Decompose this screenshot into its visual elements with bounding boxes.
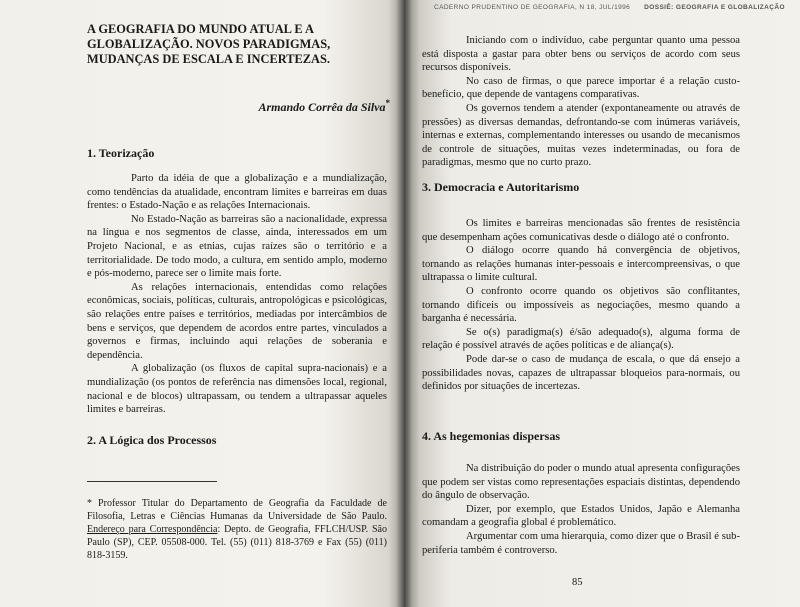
right-page xyxy=(404,0,800,607)
paragraph: Na distribuição do poder o mundo atual apresenta configurações que podem ser vistas como representações espaciais distintas, dependendo do ângulo de observação. xyxy=(422,463,740,502)
paragraph: Os limites e barreiras mencionadas são frentes de resistência que desempenham ações comunicativas desde o diálogo até o confronto. xyxy=(422,218,740,243)
paragraph: Pode dar-se o caso de mudança de escala, o que dá ensejo a possibilidades novas, capazes de ultrapassar bloqueios para-normais, ou definidos por situações de incertezas. xyxy=(422,353,740,393)
section-1-body xyxy=(87,172,387,417)
paragraph: Dizer, por exemplo, que Estados Unidos, Japão e Alemanha comandam a geografia global é problemático. xyxy=(422,503,740,529)
section-heading-1: 1. Teorização xyxy=(87,146,155,160)
paragraph: No Estado-Nação as barreiras são a nacionalidade, expressa na língua e nos segmentos de classe, ainda, interessados em um Projeto Nacional, e as etnias, cujas raízes são o território e a territorialidade. De todo modo, a cultura, em sentido amplo, moderno e pós-moderno, parece ser o limite mais forte. xyxy=(87,213,387,280)
paragraph: Argumentar com uma hierarquia, como dizer que o Brasil é sub-periferia também é controverso. xyxy=(422,530,740,556)
section-4-body xyxy=(422,462,740,557)
paragraph: Iniciando com o indivíduo, cabe perguntar quanto uma pessoa está disposta a gastar para obter bens ou serviços de acordo com seus recursos disponíveis. xyxy=(422,35,740,74)
running-header-section: DOSSIÊ: GEOGRAFIA E GLOBALIZAÇÃO xyxy=(644,4,785,11)
page-number: 85 xyxy=(572,577,583,588)
section-heading-2: 2. A Lógica dos Processos xyxy=(87,433,217,447)
paragraph: Se o(s) paradigma(s) é/são adequado(s), alguma forma de relação é possível através de ações políticas e de aliança(s). xyxy=(422,326,740,352)
author-footnote-mark: * xyxy=(385,98,390,108)
article-title xyxy=(87,22,389,67)
intro-body xyxy=(422,34,740,170)
paragraph: A globalização (os fluxos de capital supra-nacionais) e a mundialização (os pontos de referência nas dimensões local, regional, nacional e de blocos) ultrapassam, ou tendem a ultrapassar aqueles limites e barreiras. xyxy=(87,363,387,416)
paragraph: Parto da idéia de que a globalização e a mundialização, como tendências da atualidade, encontram limites e barreiras em duas frentes: o Estado-Nação e as relações Internacionais. xyxy=(87,173,387,212)
title-line-3: MUDANÇAS DE ESCALA E INCERTEZAS. xyxy=(87,52,330,66)
paragraph: O diálogo ocorre quando há convergência de objetivos, tornando as relações humanas inter-pessoais e intercompreensivas, o que ultrapassa o limite cultural. xyxy=(422,245,740,284)
title-line-1: A GEOGRAFIA DO MUNDO ATUAL E A xyxy=(87,22,314,36)
section-3-body xyxy=(422,217,740,394)
paragraph: O confronto ocorre quando os objetivos são conflitantes, tornando difíceis ou impossíveis as negociações, mesmo quando a barganha é necessária. xyxy=(422,285,740,325)
section-heading-3: 3. Democracia e Autoritarismo xyxy=(422,180,580,194)
footnote-address-label: Endereço para Correspondência xyxy=(87,524,218,535)
paragraph: Os governos tendem a atender (expontaneamente ou através de pressões) as diversas demandas, defrontando-se com inúmeras variáveis, internas e externas, complementando interesses ou usando de mecanismos de controle de situações, muitas vezes indeterminadas, ou fora de paradigmas, mesmo que no curto prazo. xyxy=(422,102,740,169)
running-header: CADERNO PRUDENTINO DE GEOGRAFIA, N 18, JUL/1996 DOSSIÊ: GEOGRAFIA E GLOBALIZAÇÃO xyxy=(434,4,785,11)
title-line-2: GLOBALIZAÇÃO. NOVOS PARADIGMAS, xyxy=(87,37,331,51)
author-name: Armando Corrêa da Silva* xyxy=(258,98,390,114)
paragraph: As relações internacionais, entendidas como relações econômicas, sociais, políticas, culturais, antropológicas e psicológicas, são relações entre países e territórios, mediadas por intercâmbios de bens e serviços, que dependem de acordos entre partes, vinculados a governos e firmas, incluindo aqui relações de soberania e dependência. xyxy=(87,281,387,361)
footnote-divider xyxy=(87,481,217,482)
section-heading-4: 4. As hegemonias dispersas xyxy=(422,429,561,443)
book-gutter-shadow xyxy=(396,0,412,607)
footnote: * Professor Titular do Departamento de Geografia da Faculdade de Filosofia, Letras e Ciências Humanas da Universidade de São Paulo. Endereço para Correspondência: Depto. de Geografia, FFLCH/USP. São Paulo (SP), CEP. 05508-000. Tel. (55) (011) 818-3769 e Fax (55) (011) 818-3159. xyxy=(87,498,387,561)
paragraph: No caso de firmas, o que parece importar é a relação custo-benefício, que depende de vantagens comparativas. xyxy=(422,75,740,101)
